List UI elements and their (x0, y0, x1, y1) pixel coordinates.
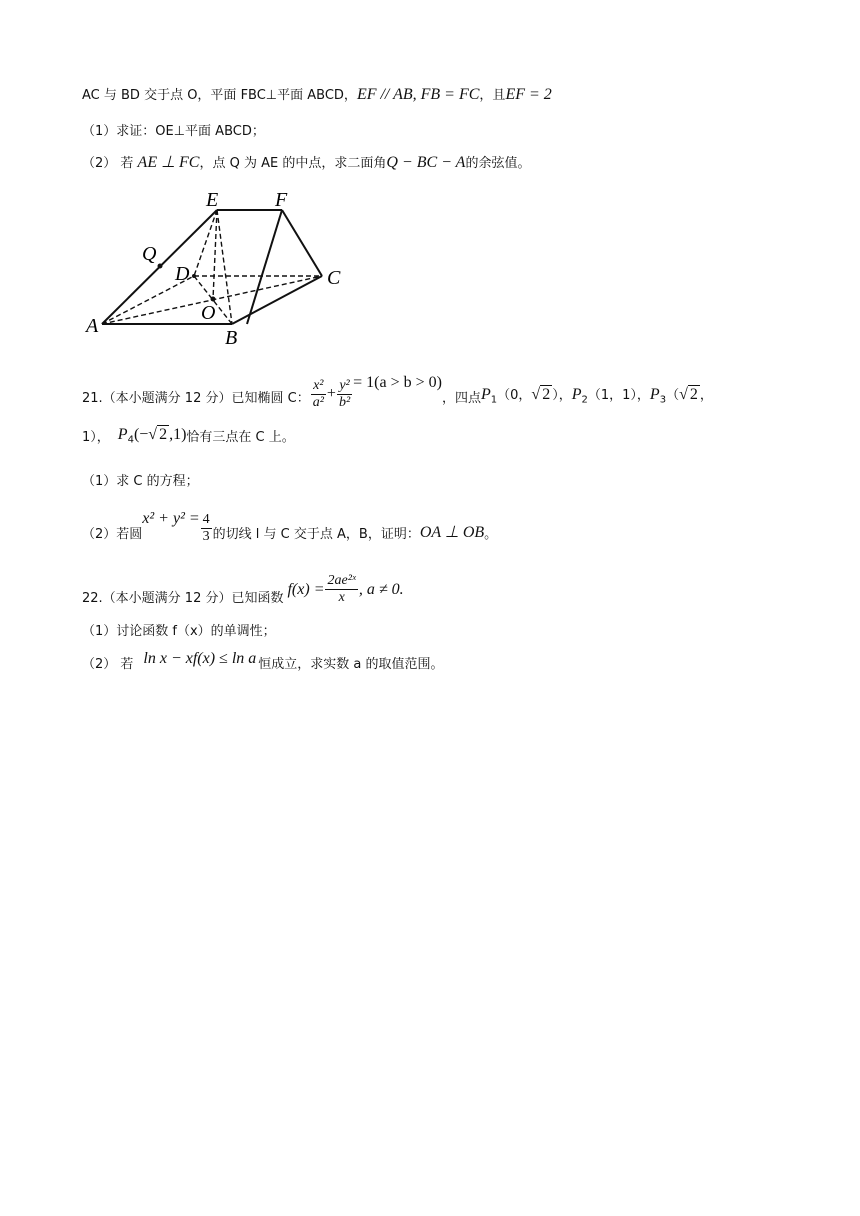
p1-radicand: 2 (542, 386, 551, 404)
problem22-part2 (82, 650, 444, 674)
ellipse-den-a: a² (312, 394, 324, 410)
p3-name: P (649, 386, 660, 404)
problem20-intro (82, 84, 552, 104)
label-E: E (206, 189, 219, 211)
points-intro: ，四点 (441, 391, 481, 406)
p3-open: （ (666, 388, 680, 404)
circle-frac (201, 512, 212, 545)
p2-sub: 2 (581, 395, 588, 406)
circle-lhs: x² + y² = (142, 510, 200, 527)
problem21-part2-end: 。 (484, 527, 498, 542)
problem22-prefix: 22.（本小题满分 12 分）已知函数 (82, 591, 284, 606)
circle-equation (142, 510, 212, 546)
problem20-part2-prefix: （2） 若 (82, 156, 134, 171)
ellipse-frac-x (311, 378, 326, 411)
p3-close: 1）， (82, 430, 110, 446)
problem20-part1: （1）求证：OE⊥平面 ABCD； (82, 124, 265, 139)
problem20-intro-math: EF // AB, FB = FC (356, 86, 480, 103)
point-Q (158, 264, 163, 269)
geometry-figure (82, 186, 352, 352)
problem22-part2-suffix: 恒成立，求实数 a 的取值范围。 (258, 657, 444, 672)
problem20-part2-math2: Q − BC − A (386, 154, 466, 171)
problem20-intro-text: AC 与 BD 交于点 O，平面 FBC⊥平面 ABCD， (82, 88, 357, 103)
p3-sqrt: √ 2 (679, 386, 698, 404)
p1-name: P (480, 386, 491, 404)
problem20-intro-math2: EF = 2 (505, 86, 552, 103)
problem21-prefix: 21.（本小题满分 12 分）已知椭圆 C： (82, 391, 310, 406)
f-lhs: f(x) = (287, 580, 325, 598)
p4-radicand: 2 (159, 426, 168, 443)
p1-coords: （0， (497, 388, 532, 404)
problem21-part2-math: OA ⊥ OB (419, 524, 485, 541)
circle-num: 4 (202, 511, 210, 527)
p1-close: ）， (552, 388, 572, 404)
label-B: B (225, 327, 238, 349)
problem21-part1: （1）求 C 的方程； (82, 474, 199, 489)
label-Q: Q (142, 243, 157, 265)
f-num: 2ae²ˣ (327, 573, 356, 588)
problem22-part1: （1）讨论函数 f（x）的单调性； (82, 624, 276, 639)
p4-sub: 4 (127, 434, 134, 446)
function-definition (287, 573, 403, 606)
p4-name: P (117, 426, 128, 443)
problem22-stem (82, 560, 404, 608)
p3-comma: ， (699, 388, 713, 404)
point-O (211, 297, 216, 302)
point-p4 (118, 426, 187, 446)
problem21-part2-mid: 的切线 l 与 C 交于点 A，B，证明： (212, 527, 420, 542)
f-tail: , a ≠ 0. (358, 580, 404, 598)
problem20-part2-suffix: 的余弦值。 (465, 156, 531, 171)
problem20-part2 (82, 152, 530, 172)
point-p3 (650, 384, 713, 412)
problem21-part2-prefix: （2）若圆 (82, 527, 143, 542)
p2-coords: （1，1）， (587, 388, 650, 404)
p1-sub: 1 (490, 395, 498, 406)
label-O: O (201, 302, 216, 324)
problem22-part2-prefix: （2） 若 (82, 657, 134, 672)
p1-sqrt: √ 2 (531, 386, 551, 404)
problem21-part2 (82, 500, 497, 546)
p4-open: (− (133, 426, 149, 443)
problem20-part2-math1: AE ⊥ FC (137, 154, 200, 171)
ellipse-plus: + (326, 385, 336, 402)
label-C: C (327, 267, 341, 289)
label-D: D (175, 263, 190, 285)
edge-BC (232, 276, 322, 324)
p3-sub: 3 (659, 395, 667, 406)
label-A: A (86, 315, 99, 337)
ellipse-equation (310, 374, 442, 414)
ellipse-den-b: b² (338, 394, 351, 410)
point-D (192, 274, 196, 278)
point-p1 (481, 384, 572, 412)
f-den: x (338, 590, 345, 605)
f-frac (325, 573, 357, 606)
p2-name: P (571, 386, 582, 404)
ellipse-frac-y (337, 378, 352, 411)
label-F: F (275, 189, 288, 211)
p4-close: ,1) (169, 426, 187, 443)
ellipse-rhs: = 1(a > b > 0) (353, 374, 442, 391)
problem21-line2-end: 恰有三点在 C 上。 (186, 430, 295, 446)
problem21-line2 (82, 426, 295, 446)
problem20-part2-mid: ，点 Q 为 AE 的中点，求二面角 (199, 156, 387, 171)
edge-EB (217, 210, 232, 324)
problem22-part2-math: ln x − xf(x) ≤ ln a (143, 650, 257, 667)
edge-ED (194, 210, 217, 276)
circle-den: 3 (202, 528, 210, 544)
edge-FC (282, 210, 322, 276)
ellipse-num-y: y² (339, 377, 350, 393)
ellipse-num-x: x² (313, 377, 324, 393)
p4-sqrt: √ 2 (148, 426, 168, 443)
problem21-stem (82, 362, 713, 412)
p3-radicand: 2 (689, 386, 698, 404)
problem20-intro-sep: ，且 (479, 88, 506, 103)
edge-EO (213, 210, 217, 299)
point-p2 (572, 384, 650, 412)
